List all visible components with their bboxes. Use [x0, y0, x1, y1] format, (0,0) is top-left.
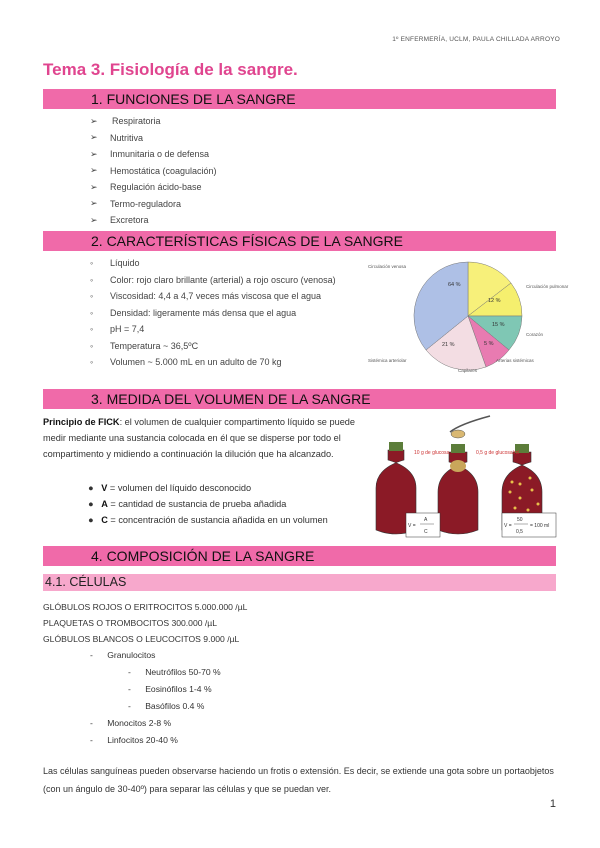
list-item: ◦ Densidad: ligeramente más densa que el agua	[90, 307, 297, 318]
spoon-bowl	[451, 430, 465, 438]
pie-label-arterioles: Sistémica arteriolar	[368, 358, 407, 363]
list-item: - Linfocitos 20-40 %	[90, 735, 178, 745]
list-item: ➢ Nutritiva	[90, 132, 144, 143]
svg-text:50: 50	[517, 517, 523, 523]
svg-text:A: A	[424, 517, 428, 523]
pie-label-arteries: Arterias sistémicas	[496, 358, 534, 363]
bottle-middle-cap	[451, 444, 465, 453]
pie-label-capillaries: Capilares	[458, 368, 478, 373]
bottle-left-cap	[389, 442, 403, 451]
list-item: ● C = concentración de sustancia añadida en un volumen	[88, 515, 328, 525]
cell-counts	[43, 599, 247, 647]
glucose-dots-middle	[450, 460, 466, 472]
glucose-label-2: 0,5 g de glucosa/ml	[476, 450, 520, 456]
fick-illustration	[370, 412, 560, 540]
pie-label-veins: Circulación venosa	[368, 264, 407, 269]
svg-text:C: C	[424, 529, 428, 535]
list-item: ◦ pH = 7,4	[90, 324, 145, 335]
fick-bullets	[88, 480, 368, 528]
spoon-handle	[450, 416, 490, 432]
pie-value-veins: 64 %	[448, 282, 461, 288]
pie-label-pulmonary: Circulación pulmonar	[526, 284, 569, 289]
leukocyte-list	[90, 647, 221, 749]
list-item: - Eosinófilos 1-4 %	[128, 684, 212, 694]
section-heading-volume: 3. MEDIDA DEL VOLUMEN DE LA SANGRE	[43, 389, 556, 409]
pie-value-arterioles: 21 %	[442, 342, 455, 348]
list-item: ◦ Líquido	[90, 258, 140, 269]
cell-count-line: PLAQUETAS O TROMBOCITOS 300.000 /µL	[43, 618, 218, 628]
fick-paragraph: Principio de FICK: el volumen de cualquier compartimento líquido se puede medir mediante una sustancia colocada en él que se disperse por todo el compartimento y midiendo a continuación la dilución que ha alcanzado.	[43, 417, 356, 459]
section-heading-functions: 1. FUNCIONES DE LA SANGRE	[43, 89, 556, 109]
page-header: 1º ENFERMERÍA, UCLM, PAULA CHILLADA ARROYO	[392, 36, 560, 43]
list-item: ◦ Volumen ~ 5.000 mL en un adulto de 70 kg	[90, 357, 282, 368]
page-number: 1	[549, 798, 556, 810]
pie-value-pulmonary: 12 %	[488, 298, 501, 304]
list-item: ➢ Inmunitaria o de defensa	[90, 148, 210, 160]
list-item: ➢ Termo-reguladora	[90, 198, 182, 209]
blood-distribution-pie	[366, 258, 569, 374]
list-item: - Basófilos 0.4 %	[128, 701, 205, 711]
list-item: - Monocitos 2-8 %	[90, 718, 172, 728]
svg-text:0,5: 0,5	[516, 529, 523, 535]
subsection-heading-cells: 4.1. CÉLULAS	[43, 574, 556, 591]
list-item: ◦ Viscosidad: 4,4 a 4,7 veces más viscosa que el agua	[90, 291, 321, 302]
equation-right	[502, 513, 556, 537]
list-item: - Neutrófilos 50-70 %	[128, 667, 221, 677]
glucose-label-1: 10 g de glucosa	[414, 450, 450, 456]
page-title: Tema 3. Fisiología de la sangre.	[43, 60, 298, 79]
pie-value-capillaries: 5 %	[484, 341, 494, 347]
pie-label-heart: Corazón	[526, 332, 544, 337]
svg-text:V =: V =	[504, 523, 512, 529]
svg-text:V =: V =	[408, 523, 416, 529]
list-item: ➢ Hemostática (coagulación)	[90, 165, 217, 176]
cell-count-line: GLÓBULOS ROJOS O ERITROCITOS 5.000.000 /µL	[43, 602, 248, 612]
list-item: ◦ Temperatura ~ 36,5ºC	[90, 340, 199, 351]
pie-value-arteries: 15 %	[492, 322, 505, 328]
equation-left	[406, 513, 440, 537]
list-item: ◦ Color: rojo claro brillante (arterial) a rojo oscuro (venosa)	[90, 274, 336, 285]
list-item: ➢ Excretora	[90, 214, 149, 226]
closing-paragraph: Las células sanguíneas pueden observarse haciendo un frotis o extensión. Es decir, se extiende una gota sobre un portaobjetos (con un ángulo de 30-40º) para separar las células y que se puedan ver.	[43, 766, 554, 794]
section-heading-physical: 2. CARACTERÍSTICAS FÍSICAS DE LA SANGRE	[43, 231, 556, 251]
svg-text:= 100 ml: = 100 ml	[530, 523, 550, 529]
list-item: ➢ Regulación ácido-base	[90, 181, 202, 193]
list-item: - Granulocitos	[90, 650, 156, 660]
list-item: ● A = cantidad de sustancia de prueba añadida	[88, 499, 287, 509]
physical-list	[90, 255, 336, 371]
list-item: ➢ Respiratoria	[90, 115, 161, 127]
functions-list	[90, 113, 217, 229]
list-item: ● V = volumen del líquido desconocido	[88, 483, 252, 493]
cell-count-line: GLÓBULOS BLANCOS O LEUCOCITOS 9.000 /µL	[43, 634, 240, 644]
section-heading-composition: 4. COMPOSICIÓN DE LA SANGRE	[43, 546, 556, 566]
